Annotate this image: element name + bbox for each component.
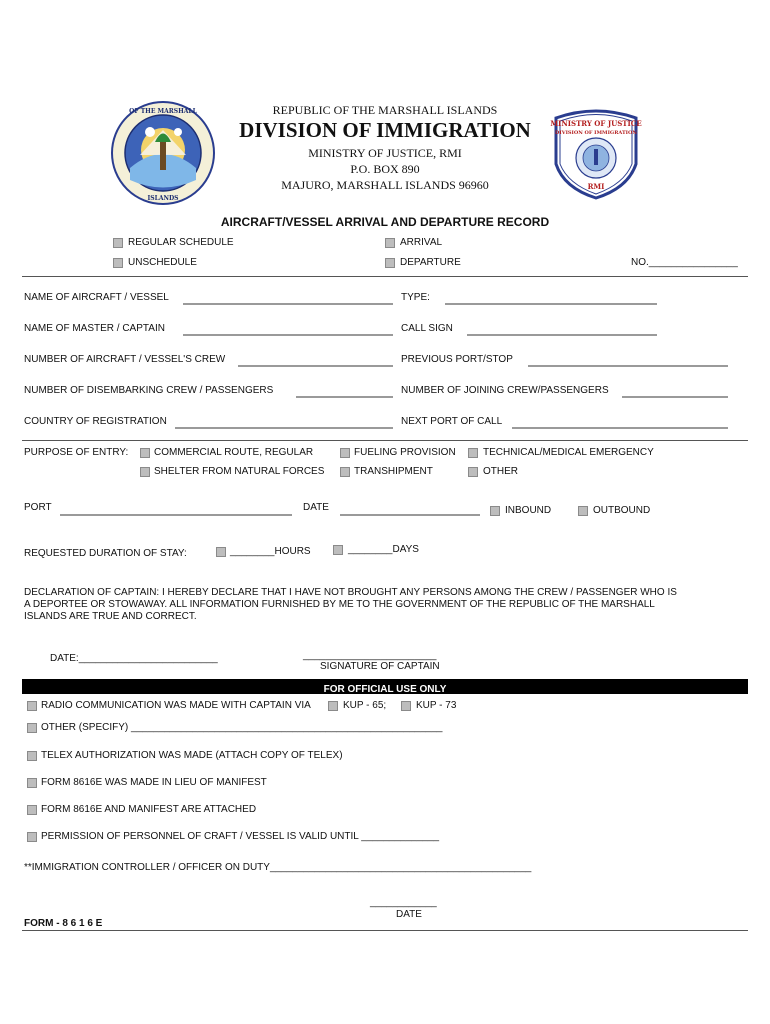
crew-number-label: NUMBER OF AIRCRAFT / VESSEL'S CREW [24, 354, 226, 365]
declaration-line3: ISLANDS ARE TRUE AND CORRECT. [24, 611, 197, 622]
signature-label: SIGNATURE OF CAPTAIN [320, 661, 440, 672]
form-title: AIRCRAFT/VESSEL ARRIVAL AND DEPARTURE RECORD [220, 215, 550, 229]
outbound-checkbox[interactable] [578, 506, 588, 516]
badge-bottom: RMI [587, 182, 605, 191]
disembarking-input[interactable] [296, 396, 393, 398]
call-sign-label: CALL SIGN [401, 323, 453, 334]
ministry-badge-logo [548, 104, 644, 200]
fueling-checkbox[interactable] [340, 448, 350, 458]
form-lieu-label: FORM 8616E WAS MADE IN LIEU OF MANIFEST [41, 777, 267, 788]
other-official-field[interactable]: OTHER (SPECIFY) ________________________________________________________ [41, 722, 443, 733]
duration-label: REQUESTED DURATION OF STAY: [24, 548, 187, 559]
seal-text-bottom: ISLANDS [147, 195, 179, 202]
regular-schedule-checkbox[interactable] [113, 238, 123, 248]
other-official-checkbox[interactable] [27, 723, 37, 733]
departure-label: DEPARTURE [400, 257, 461, 268]
form-number: FORM - 8 6 1 6 E [24, 918, 103, 929]
form-attached-checkbox[interactable] [27, 805, 37, 815]
permission-field[interactable]: PERMISSION OF PERSONNEL OF CRAFT / VESSEL IS VALID UNTIL ______________ [41, 831, 440, 842]
technical-checkbox[interactable] [468, 448, 478, 458]
type-label: TYPE: [401, 292, 430, 303]
days-checkbox[interactable] [333, 545, 343, 555]
transhipment-checkbox[interactable] [340, 467, 350, 477]
port-label: PORT [24, 502, 52, 513]
port-input[interactable] [60, 514, 292, 516]
inbound-label: INBOUND [505, 505, 552, 516]
form-lieu-checkbox[interactable] [27, 778, 37, 788]
header-ministry: MINISTRY OF JUSTICE, RMI [308, 146, 462, 160]
official-date-line[interactable]: ____________ [370, 897, 437, 908]
previous-port-label: PREVIOUS PORT/STOP [401, 354, 513, 365]
hours-field[interactable]: ________HOURS [230, 546, 311, 557]
country-label: COUNTRY OF REGISTRATION [24, 416, 167, 427]
date-label: DATE [303, 502, 329, 513]
unschedule-label: UNSCHEDULE [128, 257, 197, 268]
header-republic: REPUBLIC OF THE MARSHALL ISLANDS [272, 103, 498, 117]
joining-label: NUMBER OF JOINING CREW/PASSENGERS [401, 385, 609, 396]
other-purpose-label: OTHER [483, 466, 518, 477]
purpose-label: PURPOSE OF ENTRY: [24, 447, 129, 458]
declaration-line1: DECLARATION OF CAPTAIN: I HEREBY DECLARE THAT I HAVE NOT BROUGHT ANY PERSONS AMONG THE CREW / PASSENGER WHO IS [24, 587, 677, 598]
regular-schedule-label: REGULAR SCHEDULE [128, 237, 234, 248]
declaration-line2: A DEPORTEE OR STOWAWAY. ALL INFORMATION FURNISHED BY ME TO THE GOVERNMENT OF THE REPUBLIC OF THE MARSHALL [24, 599, 655, 610]
telex-checkbox[interactable] [27, 751, 37, 761]
departure-checkbox[interactable] [385, 258, 395, 268]
official-use-banner [22, 679, 748, 694]
badge-line1: MINISTRY OF JUSTICE [550, 119, 642, 128]
previous-port-input[interactable] [528, 365, 728, 367]
permission-checkbox[interactable] [27, 832, 37, 842]
country-input[interactable] [175, 427, 393, 429]
badge-line2: DIVISION OF IMMIGRATION [555, 130, 637, 136]
crew-number-input[interactable] [238, 365, 393, 367]
record-number-field[interactable]: NO.________________ [631, 257, 738, 268]
form-attached-label: FORM 8616E AND MANIFEST ARE ATTACHED [41, 804, 257, 815]
kup73-label: KUP - 73 [416, 700, 457, 711]
telex-label: TELEX AUTHORIZATION WAS MADE (ATTACH COPY OF TELEX) [41, 750, 343, 761]
arrival-label: ARRIVAL [400, 237, 443, 248]
shelter-label: SHELTER FROM NATURAL FORCES [154, 466, 325, 477]
hours-checkbox[interactable] [216, 547, 226, 557]
seal-text-top: OF THE MARSHALL [129, 108, 197, 115]
kup73-checkbox[interactable] [401, 701, 411, 711]
type-input[interactable] [445, 303, 657, 305]
commercial-label: COMMERCIAL ROUTE, REGULAR [154, 447, 314, 458]
transhipment-label: TRANSHIPMENT [354, 466, 433, 477]
radio-label: RADIO COMMUNICATION WAS MADE WITH CAPTAIN VIA [41, 700, 311, 711]
date-input[interactable] [340, 514, 480, 516]
header-city: MAJURO, MARSHALL ISLANDS 96960 [281, 178, 489, 192]
commercial-checkbox[interactable] [140, 448, 150, 458]
header-division: DIVISION OF IMMIGRATION [239, 118, 531, 142]
official-use-banner-text: FOR OFFICIAL USE ONLY [323, 684, 447, 695]
next-port-input[interactable] [512, 427, 728, 429]
section-divider [22, 440, 748, 441]
fueling-label: FUELING PROVISION [354, 447, 456, 458]
republic-seal-logo [110, 100, 216, 206]
disembarking-label: NUMBER OF DISEMBARKING CREW / PASSENGERS [24, 385, 274, 396]
next-port-label: NEXT PORT OF CALL [401, 416, 503, 427]
unschedule-checkbox[interactable] [113, 258, 123, 268]
master-name-input[interactable] [183, 334, 393, 336]
signature-line[interactable]: ________________________ [303, 650, 437, 661]
other-purpose-checkbox[interactable] [468, 467, 478, 477]
master-name-label: NAME OF MASTER / CAPTAIN [24, 323, 165, 334]
radio-checkbox[interactable] [27, 701, 37, 711]
inbound-checkbox[interactable] [490, 506, 500, 516]
vessel-name-label: NAME OF AIRCRAFT / VESSEL [24, 292, 169, 303]
days-field[interactable]: ________DAYS [348, 544, 419, 555]
arrival-checkbox[interactable] [385, 238, 395, 248]
vessel-name-input[interactable] [183, 303, 393, 305]
outbound-label: OUTBOUND [593, 505, 651, 516]
joining-input[interactable] [622, 396, 728, 398]
header-pobox: P.O. BOX 890 [350, 162, 420, 176]
shelter-checkbox[interactable] [140, 467, 150, 477]
kup65-checkbox[interactable] [328, 701, 338, 711]
technical-label: TECHNICAL/MEDICAL EMERGENCY [483, 447, 654, 458]
section-divider [22, 276, 748, 277]
controller-field[interactable]: **IMMIGRATION CONTROLLER / OFFICER ON DUTY_______________________________________________ [24, 862, 532, 873]
call-sign-input[interactable] [467, 334, 657, 336]
bottom-rule [22, 930, 748, 931]
declaration-date-field[interactable]: DATE:_________________________ [50, 653, 218, 664]
official-date-label: DATE [396, 909, 422, 920]
kup65-label: KUP - 65; [343, 700, 387, 711]
